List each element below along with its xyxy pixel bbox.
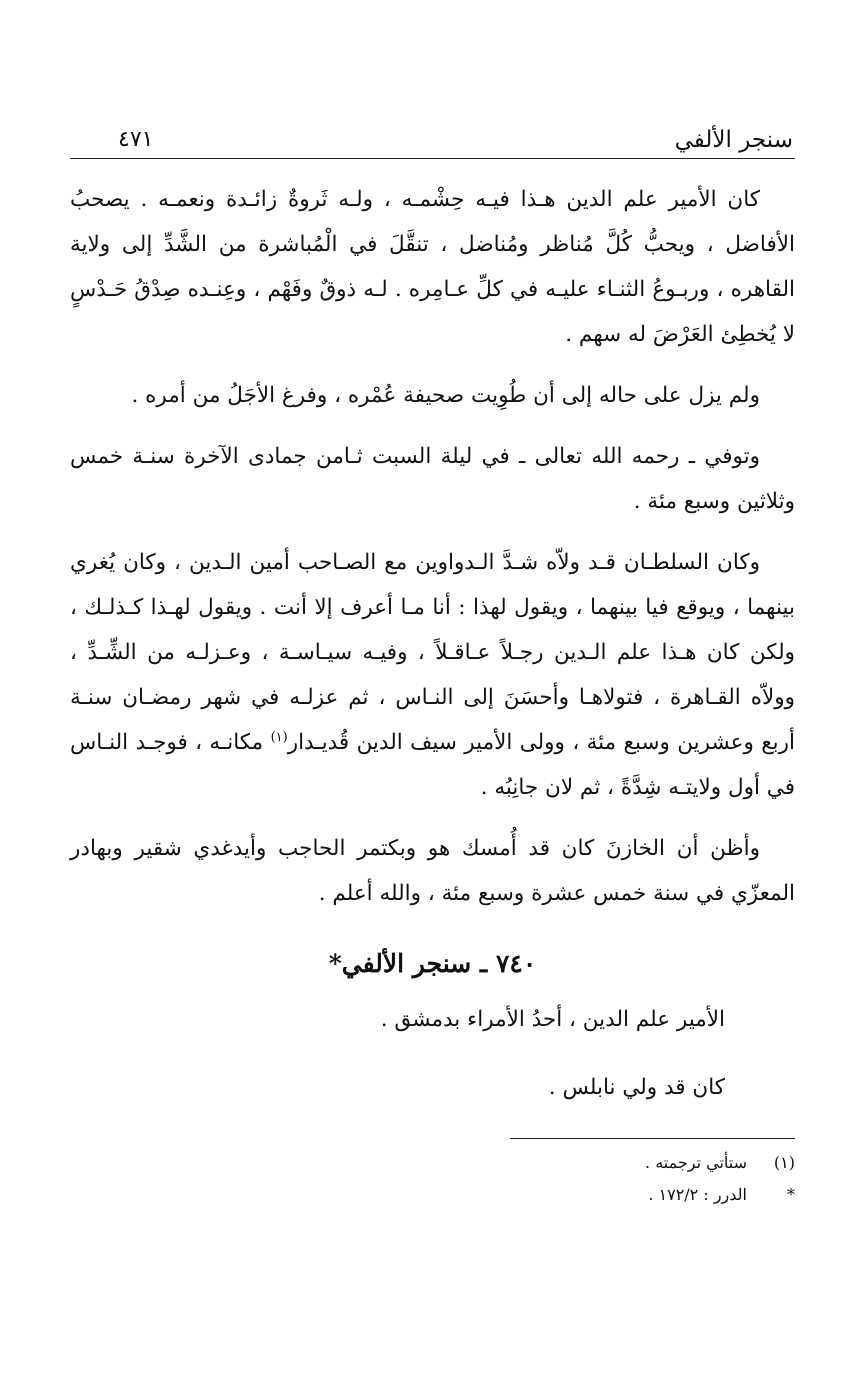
footnote-2-mark: * xyxy=(787,1185,795,1204)
footnote-1-text: ستأتي ترجمته . xyxy=(645,1153,747,1172)
paragraph-3: وتوفي ـ رحمه الله تعالى ـ في ليلة السبت ثـامن جمادى الآخرة سنـة خمس وثلاثين وسبع مئة . xyxy=(70,444,795,514)
footnote-2-text: الدرر : ١٧٢/٢ . xyxy=(648,1185,747,1204)
paragraph-5: وأظن أن الخازنَ كان قد أُمسك هو وبكتمر الحاجب وأيدغدي شقير وبهادر المعزّي في سنة خمس عشرة وسبع مئة ، والله أعلم . xyxy=(70,836,795,906)
entry-line-1: الأمير علم الدين ، أحدُ الأمراء بدمشق . xyxy=(380,1007,725,1032)
entry-line-2: كان قد ولي نابلس . xyxy=(548,1075,725,1100)
body-text xyxy=(70,177,795,1114)
running-title: سنجر الألفي xyxy=(674,127,793,153)
paragraph-4-text: وكان السلطـان قـد ولاّه شـدَّ الـدواوين مع الصـاحب أمين الـدين ، وكان يُغري بينهما ، ويوقع فيا بينهما ، ويقول لهذا : أنا مـا أعرف إلا أنت . ويقول لهـذا كـذلـك ، ولكن كان هـذا علم الـدين رجـلاً عـاقـلاً ، وفيـه سيـاسـة ، وعـزلـه من الشِّـدِّ ، وولاّه القـاهرة ، فتولاهـا وأحسَنَ إلى النـاس ، ثم عزلـه في شهر رمضـان سنـة أربع وعشرين وسبع مئة ، وولى الأمير سيف الدين قُديـدار xyxy=(70,550,795,755)
paragraph-4 xyxy=(70,540,795,810)
footnote-2 xyxy=(70,1179,795,1211)
running-header xyxy=(70,118,795,159)
footnote-1 xyxy=(70,1147,795,1179)
paragraph-1: كان الأمير علم الدين هـذا فيـه حِشْمـه ، ولـه ثَروةٌ زائـدة ونعمـه . يصحبُ الأفاضل ، ويحبُّ كُلَّ مُناظر ومُناضل ، تنقَّلَ في الْمُباشرة من الشَّدِّ إلى ولاية القاهره ، وربـوعُ الثنـاء عليـه في كلِّ عـامِره . لـه ذوقٌ وفَهْم ، وعِنـده صِدْقُ حَـدْسٍ لا يُخطِئ العَرْضَ له سهم . xyxy=(70,187,795,347)
footnotes xyxy=(70,1138,795,1211)
paragraph-4-tail: مكانـه ، فوجـد النـاس في أول ولايتـه شِدَّةً ، ثم لان جانِبُه . xyxy=(70,730,795,800)
footnote-divider xyxy=(510,1138,795,1139)
entry-heading: ٧٤٠ ـ سنجر الألفي* xyxy=(328,949,537,978)
footnote-1-mark: (١) xyxy=(773,1153,795,1172)
paragraph-2: ولم يزل على حاله إلى أن طُوِيت صحيفة عُمْره ، وفرغ الأجَلُ من أمره . xyxy=(131,383,760,408)
page-number: ٤٧١ xyxy=(118,127,154,152)
footnote-ref-1[interactable]: (١) xyxy=(270,729,288,745)
page xyxy=(70,118,795,1130)
